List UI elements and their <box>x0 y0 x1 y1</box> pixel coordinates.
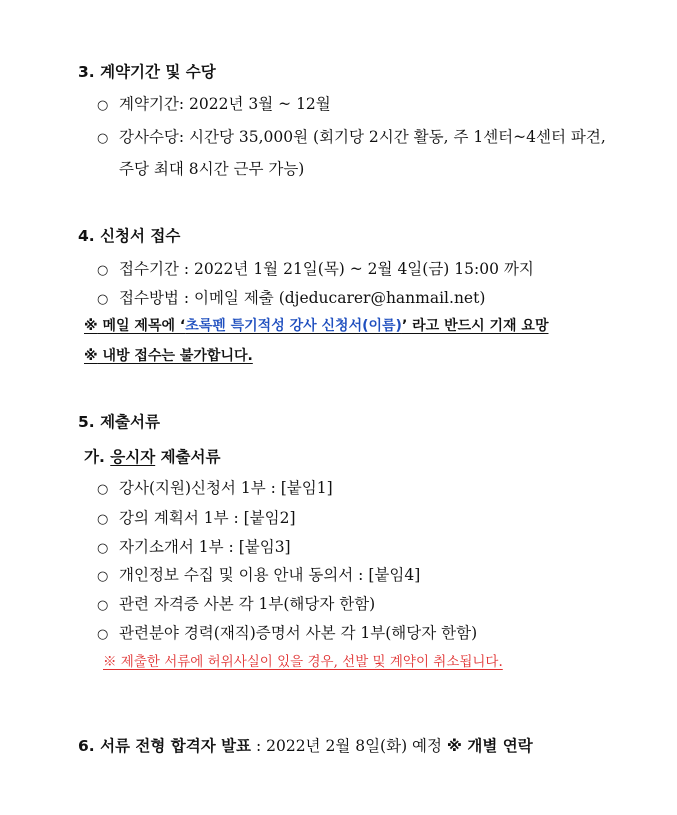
subheading-prefix: 가. <box>84 448 111 466</box>
section-6-heading <box>78 736 533 756</box>
bullet-icon: ○ <box>97 541 109 556</box>
section-4-heading: 4. 신청서 접수 <box>78 227 181 245</box>
note-mark: ※ <box>84 318 98 334</box>
bullet-icon: ○ <box>97 598 109 613</box>
subheading-rest: 제출서류 <box>155 448 221 466</box>
section-3-heading: 3. 계약기간 및 수당 <box>78 63 216 81</box>
list-item <box>97 259 534 281</box>
document-item: 강사(지원)신청서 1부 : [붙임1] <box>119 479 333 497</box>
bullet-icon: ○ <box>97 292 109 307</box>
note-text: 메일 제목에 ‘ <box>97 318 186 334</box>
list-item <box>97 94 331 116</box>
email-subject-text: 초록펜 특기적성 강사 신청서(이름) <box>185 318 402 334</box>
announcement-date: : 2022년 2월 8일(화) 예정 <box>251 737 447 755</box>
list-item <box>97 537 291 559</box>
document-item: 개인정보 수집 및 이용 안내 동의서 : [붙임4] <box>119 566 421 584</box>
document-item: 관련 자격증 사본 각 1부(해당자 한함) <box>119 595 376 613</box>
bullet-icon: ○ <box>97 569 109 584</box>
note-mark: ※ <box>84 348 98 364</box>
section-5-heading: 5. 제출서류 <box>78 413 160 431</box>
false-info-warning: ※ 제출한 서류에 허위사실이 있을 경우, 선발 및 계약이 취소됩니다. <box>103 654 503 670</box>
instructor-pay: 강사수당: 시간당 35,000원 (회기당 2시간 활동, 주 1센터~4센터 파견, <box>119 128 606 146</box>
document-item: 자기소개서 1부 : [붙임3] <box>119 538 291 556</box>
list-item <box>97 623 477 645</box>
application-period: 접수기간 : 2022년 1월 21일(목) ~ 2월 4일(금) 15:00 까지 <box>119 260 534 278</box>
list-item <box>97 508 296 530</box>
application-method: 접수방법 : 이메일 제출 (djeducarer@hanmail.net) <box>119 289 486 307</box>
bullet-icon: ○ <box>97 512 109 527</box>
note-text: 내방 접수는 불가합니다. <box>97 348 253 364</box>
list-item <box>97 127 606 149</box>
announcement-heading: 6. 서류 전형 합격자 발표 <box>78 737 252 755</box>
bullet-icon: ○ <box>97 131 109 146</box>
list-item <box>97 478 333 500</box>
list-item <box>97 288 485 310</box>
email-subject-note <box>84 316 548 336</box>
bullet-icon: ○ <box>97 627 109 642</box>
document-item: 강의 계획서 1부 : [붙임2] <box>119 509 296 527</box>
bullet-icon: ○ <box>97 482 109 497</box>
bullet-icon: ○ <box>97 263 109 278</box>
list-item <box>97 565 420 587</box>
visit-note <box>84 346 253 366</box>
subheading-underlined: 응시자 <box>110 448 156 466</box>
individual-contact-note: 개별 연락 <box>462 737 533 755</box>
document-item: 관련분야 경력(재직)증명서 사본 각 1부(해당자 한함) <box>119 624 478 642</box>
instructor-pay-continued: 주당 최대 8시간 근무 가능) <box>119 160 305 178</box>
bullet-icon: ○ <box>97 98 109 113</box>
note-text: ’ 라고 반드시 기재 요망 <box>401 318 549 334</box>
note-mark: ※ <box>446 737 462 755</box>
applicant-documents-subheading <box>84 447 220 467</box>
contract-period: 계약기간: 2022년 3월 ~ 12월 <box>119 95 331 113</box>
list-item <box>97 594 375 616</box>
